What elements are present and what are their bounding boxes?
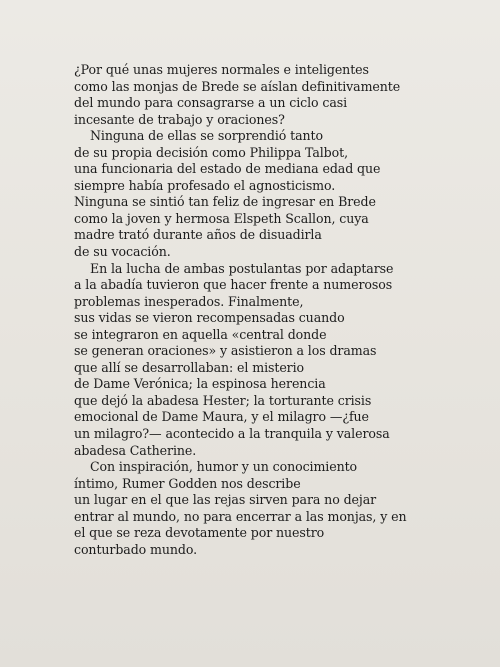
- text-line: Ninguna de ellas se sorprendió tanto: [90, 128, 323, 144]
- text-line: a la abadía tuvieron que hacer frente a numerosos: [74, 277, 393, 293]
- text-line: emocional de Dame Maura, y el milagro —¿fue: [74, 409, 369, 425]
- text-line: íntimo, Rumer Godden nos describe: [74, 475, 301, 491]
- text-line: se integraron en aquella «central donde: [74, 326, 327, 342]
- paragraph-2: [74, 128, 424, 260]
- text-line: que allí se desarrollaban: el misterio: [74, 359, 305, 375]
- text-line: el que se reza devotamente por nuestro: [74, 525, 325, 541]
- text-line: un milagro?— acontecido a la tranquila y valerosa: [74, 426, 390, 442]
- text-line: se generan oraciones» y asistieron a los dramas: [74, 343, 377, 359]
- paragraph-3: [74, 261, 424, 460]
- text-line: como las monjas de Brede se aíslan definitivamente: [74, 78, 401, 94]
- synopsis-text: [74, 62, 424, 558]
- text-line: ¿Por qué unas mujeres normales e inteligentes: [74, 62, 369, 77]
- text-line: de Dame Verónica; la espinosa herencia: [74, 376, 326, 392]
- text-line: de su propia decisión como Philippa Talbot,: [74, 144, 348, 160]
- text-line: de su vocación.: [74, 244, 171, 260]
- text-line: Ninguna se sintió tan feliz de ingresar en Brede: [74, 194, 376, 210]
- paragraph-4: [74, 459, 424, 558]
- text-line: abadesa Catherine.: [74, 442, 197, 458]
- text-line: sus vidas se vieron recompensadas cuando: [74, 310, 345, 326]
- text-line: entrar al mundo, no para encerrar a las monjas, y en: [74, 508, 407, 524]
- text-line: siempre había profesado el agnosticismo.: [74, 177, 336, 193]
- text-line: En la lucha de ambas postulantas por adaptarse: [90, 260, 394, 276]
- text-line: conturbado mundo.: [74, 541, 198, 557]
- text-line: un lugar en el que las rejas sirven para no dejar: [74, 492, 377, 508]
- text-line: Con inspiración, humor y un conocimiento: [90, 459, 358, 475]
- text-line: una funcionaria del estado de mediana edad que: [74, 161, 381, 177]
- text-line: como la joven y hermosa Elspeth Scallon, cuya: [74, 210, 369, 226]
- text-line: problemas inesperados. Finalmente,: [74, 293, 304, 309]
- text-line: del mundo para consagrarse a un ciclo casi: [74, 95, 348, 111]
- paragraph-1: [74, 62, 424, 128]
- text-line: incesante de trabajo y oraciones?: [74, 111, 285, 127]
- text-line: madre trató durante años de disuadirla: [74, 227, 322, 243]
- text-line: que dejó la abadesa Hester; la torturante crisis: [74, 392, 372, 408]
